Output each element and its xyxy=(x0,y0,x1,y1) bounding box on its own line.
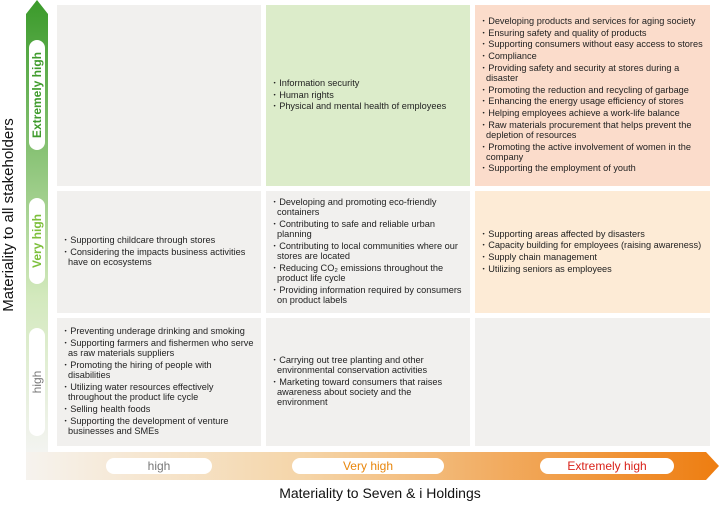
y-level-high-label: high xyxy=(30,370,44,394)
cell-list xyxy=(266,197,470,307)
matrix-item: ・ Promoting the active involvement of women in the company xyxy=(481,142,704,162)
y-level-high xyxy=(29,328,45,436)
cell-list xyxy=(266,78,470,113)
cell-list xyxy=(57,326,261,437)
matrix-item: ・ Utilizing seniors as employees xyxy=(481,264,704,274)
matrix-item: ・ Providing information required by consumers on product labels xyxy=(272,285,464,305)
matrix-item: ・ Selling health foods xyxy=(63,404,255,414)
cell-high-very-high xyxy=(266,318,470,446)
cell-high-extremely-high xyxy=(475,318,710,446)
cell-list xyxy=(475,229,710,276)
matrix-item: ・ Providing safety and security at stores during a disaster xyxy=(481,63,704,83)
matrix-item: ・ Promoting the reduction and recycling of garbage xyxy=(481,85,704,95)
x-level-very-high xyxy=(292,458,444,474)
matrix-item: ・ Considering the impacts business activities have on ecosystems xyxy=(63,247,255,267)
y-axis-title: Materiality to all stakeholders xyxy=(0,118,17,312)
cell-very-high-extremely-high xyxy=(475,191,710,313)
cell-very-high-very-high xyxy=(266,191,470,313)
matrix-item: ・ Preventing underage drinking and smoking xyxy=(63,326,255,336)
matrix-item: ・ Supporting the development of venture businesses and SMEs xyxy=(63,416,255,436)
cell-list xyxy=(475,16,710,175)
matrix-item: ・ Helping employees achieve a work-life balance xyxy=(481,108,704,118)
x-level-extremely-high-label: Extremely high xyxy=(567,459,647,473)
matrix-item: ・ Information security xyxy=(272,78,464,88)
matrix-item: ・ Supporting the employment of youth xyxy=(481,163,704,173)
cell-extremely-high-very-high xyxy=(266,5,470,186)
x-level-high-label: high xyxy=(147,459,171,473)
x-axis-title: Materiality to Seven & i Holdings xyxy=(279,485,481,501)
matrix-item: ・ Developing and promoting eco-friendly containers xyxy=(272,197,464,217)
x-level-extremely-high xyxy=(540,458,674,474)
x-level-high xyxy=(106,458,212,474)
y-level-extremely-high xyxy=(29,40,45,150)
matrix-item: ・ Contributing to local communities where our stores are located xyxy=(272,241,464,261)
cell-extremely-high-extremely-high xyxy=(475,5,710,186)
matrix-item: ・ Utilizing water resources effectively throughout the product life cycle xyxy=(63,382,255,402)
cell-list xyxy=(57,235,261,269)
matrix-item: ・ Ensuring safety and quality of products xyxy=(481,28,704,38)
matrix-item: ・ Carrying out tree planting and other environmental conservation activities xyxy=(272,355,464,375)
cell-high-high xyxy=(57,318,261,446)
matrix-item: ・ Reducing CO₂ emissions throughout the product life cycle xyxy=(272,263,464,283)
matrix-item: ・ Contributing to safe and reliable urban planning xyxy=(272,219,464,239)
y-level-extremely-high-label: Extremely high xyxy=(30,51,44,139)
matrix-item: ・ Human rights xyxy=(272,90,464,100)
x-level-very-high-label: Very high xyxy=(342,459,394,473)
matrix-item: ・ Developing products and services for aging society xyxy=(481,16,704,26)
matrix-item: ・ Supply chain management xyxy=(481,252,704,262)
cell-very-high-high xyxy=(57,191,261,313)
y-level-very-high-label: Very high xyxy=(30,213,44,269)
matrix-item: ・ Physical and mental health of employees xyxy=(272,101,464,111)
matrix-item: ・ Supporting childcare through stores xyxy=(63,235,255,245)
cell-list xyxy=(266,355,470,409)
cell-extremely-high-high xyxy=(57,5,261,186)
matrix-item: ・ Compliance xyxy=(481,51,704,61)
matrix-item: ・ Supporting areas affected by disasters xyxy=(481,229,704,239)
matrix-item: ・ Supporting farmers and fishermen who serve as raw materials suppliers xyxy=(63,338,255,358)
matrix-item: ・ Marketing toward consumers that raises awareness about society and the environment xyxy=(272,377,464,408)
matrix-item: ・ Promoting the hiring of people with disabilities xyxy=(63,360,255,380)
matrix-item: ・ Raw materials procurement that helps prevent the depletion of resources xyxy=(481,120,704,140)
matrix-item: ・ Capacity building for employees (raising awareness) xyxy=(481,240,704,250)
y-level-very-high xyxy=(29,198,45,284)
matrix-item: ・ Supporting consumers without easy access to stores xyxy=(481,39,704,49)
matrix-item: ・ Enhancing the energy usage efficiency of stores xyxy=(481,96,704,106)
